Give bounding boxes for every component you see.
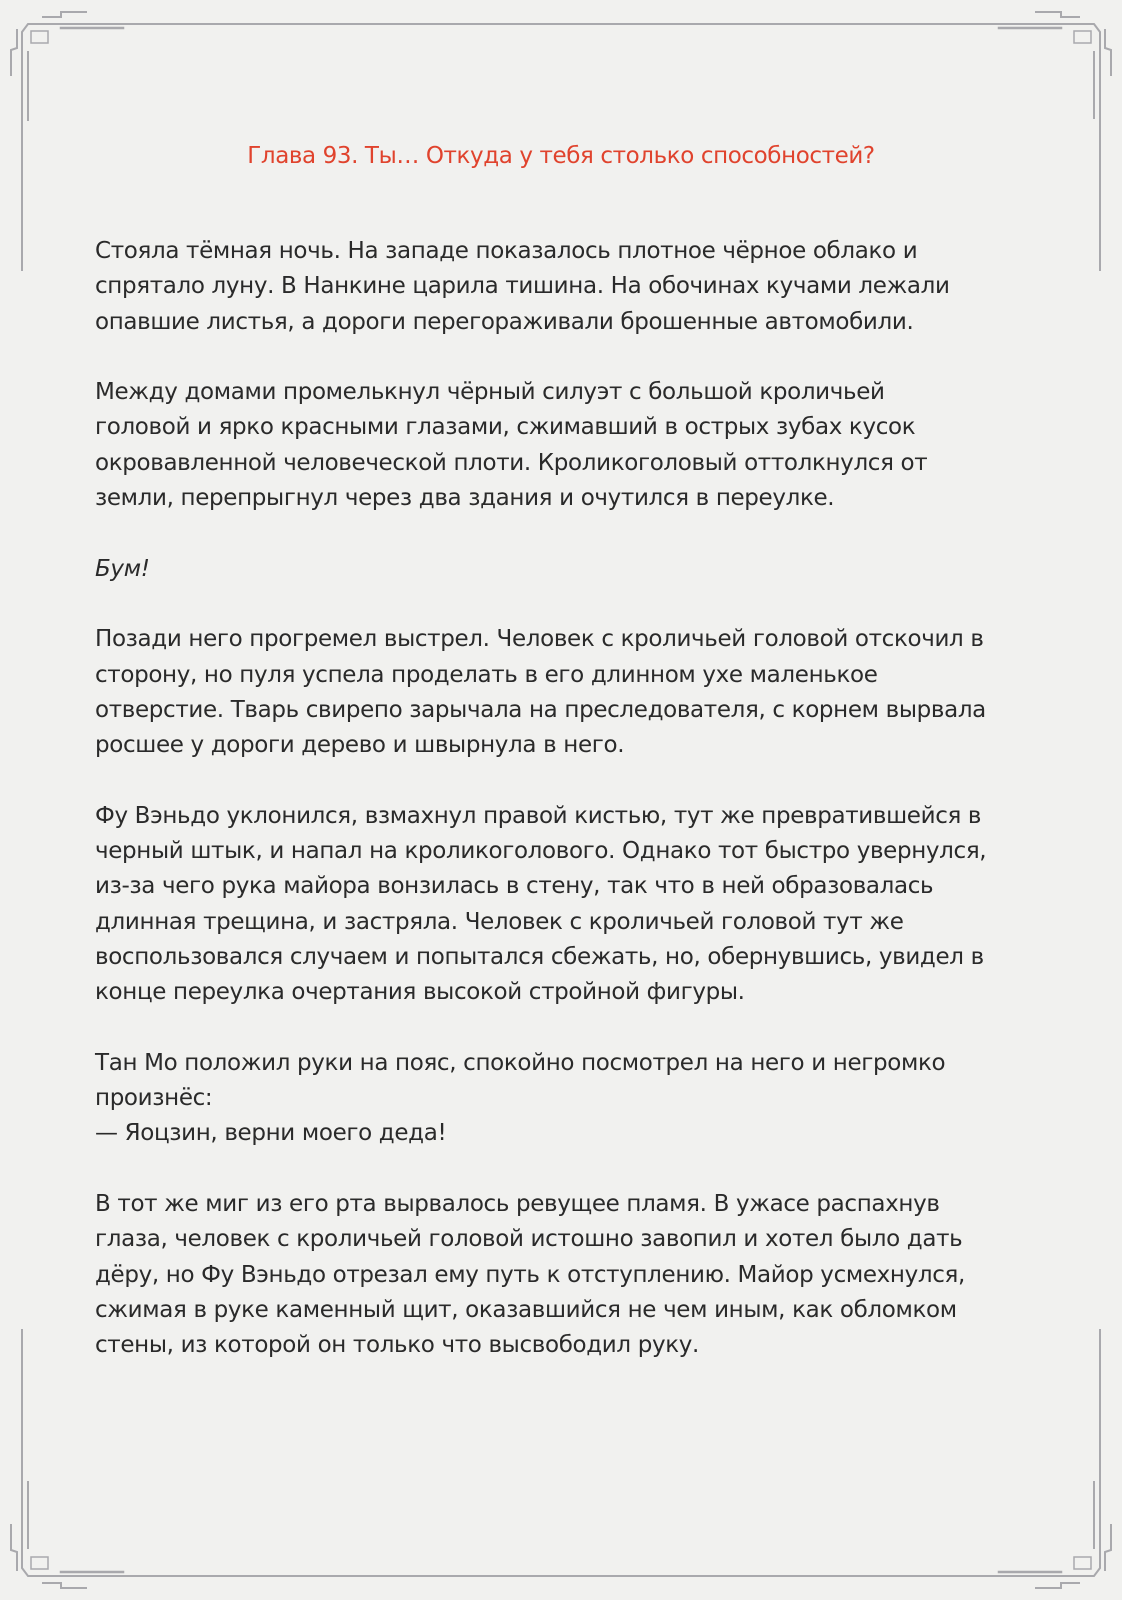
text-line: черный штык, и напал на кроликоголового. Однако тот быстро увернулся, xyxy=(95,838,987,865)
text-line: Между домами промелькнул чёрный силуэт с большой кроличьей xyxy=(95,379,885,406)
text-line: воспользовался случаем и попытался сбежать, но, обернувшись, увидел в xyxy=(95,943,984,970)
text-line: конце переулка очертания высокой стройной фигуры. xyxy=(95,979,745,1006)
paragraph xyxy=(95,552,1035,587)
text-line: земли, перепрыгнул через два здания и очутился в переулке. xyxy=(95,485,835,512)
paragraph xyxy=(95,799,1035,1011)
text-line: дёру, но Фу Вэньдо отрезал ему путь к отступлению. Майор усмехнулся, xyxy=(95,1261,965,1288)
text-line: стены, из которой он только что высвободил руку. xyxy=(95,1332,699,1359)
text-line: отверстие. Тварь свирепо зарычала на преследователя, с корнем вырвала xyxy=(95,696,986,723)
text-line: — Яоцзин, верни моего деда! xyxy=(95,1120,447,1147)
frame-corner-top-left xyxy=(11,12,200,270)
paragraph xyxy=(95,234,1035,340)
paragraph xyxy=(95,1187,1035,1363)
text-line: окровавленной человеческой плоти. Кроликоголовый оттолкнулся от xyxy=(95,449,928,476)
chapter-title: Глава 93. Ты… Откуда у тебя столько способностей? xyxy=(247,143,875,169)
text-line: глаза, человек с кроличьей головой истошно завопил и хотел было дать xyxy=(95,1226,963,1253)
text-line: Тан Мо положил руки на пояс, спокойно посмотрел на него и негромко xyxy=(95,1049,946,1076)
text-line: из-за чего рука майора вонзилась в стену, так что в ней образовалась xyxy=(95,873,934,900)
paragraph xyxy=(95,375,1035,516)
paragraph xyxy=(95,622,1035,763)
text-line: спрятало луну. В Нанкине царила тишина. На обочинах кучами лежали xyxy=(95,273,950,300)
text-line: Стояла тёмная ночь. На западе показалось плотное чёрное облако и xyxy=(95,238,918,264)
text-line: произнёс: xyxy=(95,1085,213,1112)
text-line: Бум! xyxy=(95,555,150,582)
text-line: опавшие листья, а дороги перегораживали брошенные автомобили. xyxy=(95,308,914,335)
text-line: головой и ярко красными глазами, сжимавший в острых зубах кусок xyxy=(95,414,916,441)
frame-corner-top-right xyxy=(922,12,1111,270)
text-line: сторону, но пуля успела проделать в его длинном ухе маленькое xyxy=(95,661,878,688)
text-line: длинная трещина, и застряла. Человек с кроличьей головой тут же xyxy=(95,908,904,935)
text-line: В тот же миг из его рта вырвалось ревущее пламя. В ужасе распахнув xyxy=(95,1191,940,1218)
text-line: росшее у дороги дерево и швырнула в него. xyxy=(95,732,625,759)
chapter-body xyxy=(95,234,1035,1399)
paragraph xyxy=(95,1046,1035,1152)
text-line: сжимая в руке каменный щит, оказавшийся не чем иным, как обломком xyxy=(95,1296,957,1323)
text-line: Позади него прогремел выстрел. Человек с кроличьей головой отскочил в xyxy=(95,626,984,653)
text-line: Фу Вэньдо уклонился, взмахнул правой кистью, тут же превратившейся в xyxy=(95,802,982,829)
